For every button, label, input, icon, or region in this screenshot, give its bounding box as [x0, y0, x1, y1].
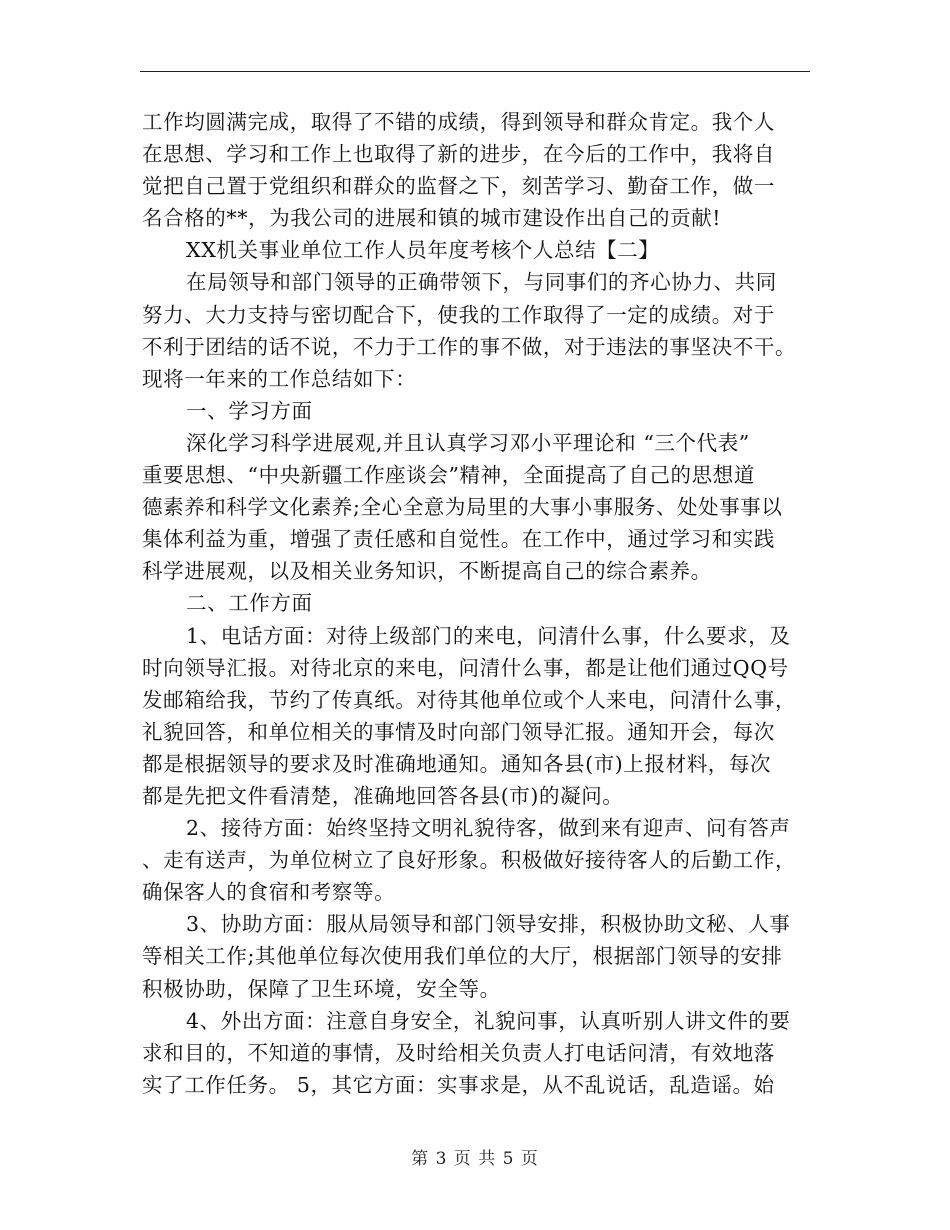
text-line: 不利于团结的话不说，不力于工作的事不做，对于违法的事坚决不干。: [142, 334, 797, 359]
text-line: 确保客人的食宿和考察等。: [142, 880, 396, 905]
text-line: 深化学习科学进展观,并且认真学习邓小平理论和 “三个代表”: [186, 430, 750, 455]
text-line: 德素养和科学文化素养;全心全意为局里的大事小事服务、处处事事以: [142, 495, 783, 520]
text-line: 、走有送声，为单位树立了良好形象。积极做好接待客人的后勤工作，: [142, 848, 797, 873]
text-line: 工作均圆满完成，取得了不错的成绩，得到领导和群众肯定。我个人: [142, 110, 775, 134]
page-number-footer: 第 3 页 共 5 页: [411, 1149, 539, 1169]
text-line: 时向领导汇报。对待北京的来电，问清什么事，都是让他们通过QQ号: [142, 655, 789, 680]
body-text: [142, 106, 812, 1101]
text-line: 等相关工作;其他单位每次使用我们单位的大厅，根据部门领导的安排: [142, 944, 783, 969]
text-line: 实了工作任务。 5，其它方面：实事求是，从不乱说话，乱造谣。始: [142, 1072, 775, 1097]
text-line: 求和目的，不知道的事情，及时给相关负责人打电话问清，有效地落: [142, 1040, 775, 1065]
text-line: 积极协助，保障了卫生环境，安全等。: [142, 976, 501, 1001]
text-line: 2、接待方面：始终坚持文明礼貌待客，做到来有迎声、问有答声: [186, 816, 791, 841]
text-line: 4、外出方面：注意自身安全，礼貌问事，认真听别人讲文件的要: [186, 1008, 791, 1033]
text-line: 在思想、学习和工作上也取得了新的进步，在今后的工作中，我将自: [142, 142, 775, 167]
text-line: 名合格的**，为我公司的进展和镇的城市建设作出自己的贡献!: [142, 206, 722, 231]
text-line: 都是先把文件看清楚，准确地回答各县(市)的凝问。: [142, 783, 624, 808]
subheading-work: 二、工作方面: [186, 591, 313, 616]
section-heading: XX机关事业单位工作人员年度考核个人总结【二】: [186, 238, 660, 263]
text-line: 礼貌回答，和单位相关的事情及时向部门领导汇报。通知开会，每次: [142, 719, 775, 744]
text-line: 发邮箱给我，节约了传真纸。对待其他单位或个人来电，问清什么事，: [142, 687, 797, 712]
text-line: 在局领导和部门领导的正确带领下，与同事们的齐心协力、共同: [186, 270, 777, 295]
text-line: 集体利益为重，增强了责任感和自觉性。在工作中，通过学习和实践: [142, 527, 775, 552]
text-line: 努力、大力支持与密切配合下，使我的工作取得了一定的成绩。对于: [142, 302, 775, 327]
text-line: 3、协助方面：服从局领导和部门领导安排，积极协助文秘、人事: [186, 912, 791, 937]
text-line: 1、电话方面：对待上级部门的来电，问清什么事，什么要求，及: [186, 623, 791, 648]
header-rule: [140, 71, 810, 72]
text-line: 都是根据领导的要求及时准确地通知。通知各县(市)上报材料，每次: [142, 751, 772, 776]
text-line: 现将一年来的工作总结如下：: [142, 366, 417, 391]
text-line: 科学进展观，以及相关业务知识，不断提高自己的综合素养。: [142, 559, 712, 584]
text-line: 觉把自己置于党组织和群众的监督之下，刻苦学习、勤奋工作，做一: [142, 174, 775, 199]
text-line: 重要思想、“中央新疆工作座谈会”精神，全面提高了自己的思想道: [142, 463, 755, 488]
subheading-study: 一、学习方面: [186, 398, 313, 423]
